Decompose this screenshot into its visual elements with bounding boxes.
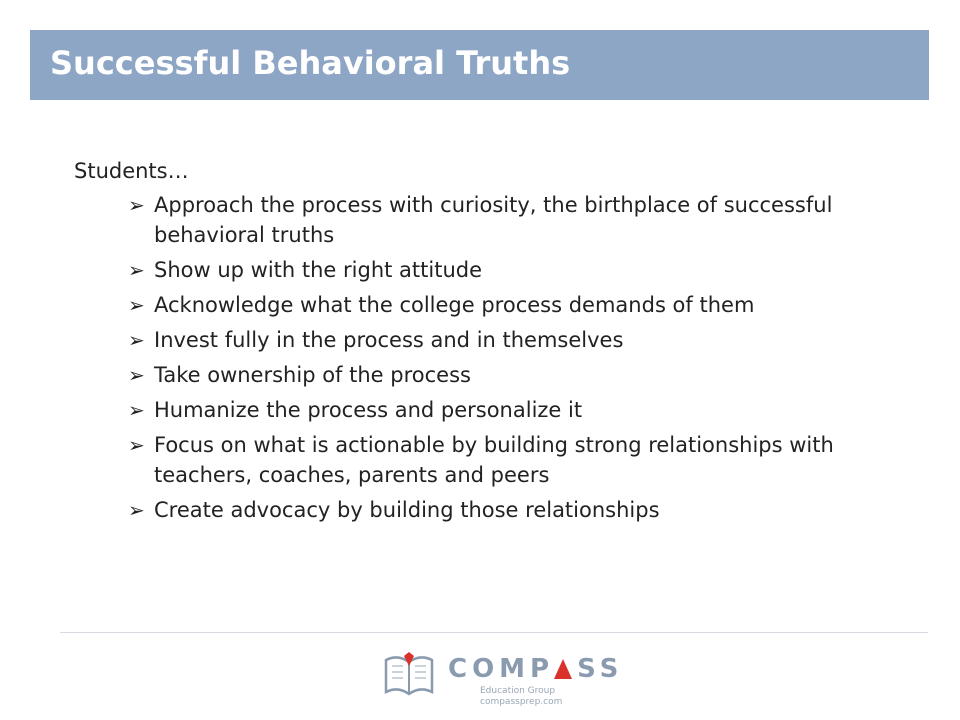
arrow-bullet-icon: ➢ [128, 293, 145, 317]
open-book-compass-icon [378, 652, 440, 698]
arrow-bullet-icon: ➢ [128, 193, 145, 217]
list-item: ➢ Create advocacy by building those relationships [130, 495, 934, 525]
compass-needle-icon [554, 659, 572, 679]
list-item: ➢ Show up with the right attitude [130, 255, 934, 285]
list-item: ➢ Acknowledge what the college process demands of them [130, 290, 934, 320]
compass-wordmark: COMP SS [448, 654, 624, 684]
lead-text: Students… [74, 159, 189, 183]
list-item: ➢ Approach the process with curiosity, the birthplace of successful behavioral truths [130, 190, 934, 250]
list-item: ➢ Humanize the process and personalize it [130, 395, 934, 425]
list-item: ➢ Invest fully in the process and in themselves [130, 325, 934, 355]
slide-content [74, 156, 934, 530]
arrow-bullet-icon: ➢ [128, 258, 145, 282]
title-bar [30, 30, 929, 100]
compass-logo [378, 648, 624, 712]
list-item: ➢ Take ownership of the process [130, 360, 934, 390]
list-item: ➢ Focus on what is actionable by building strong relationships with teachers, coaches, parents and peers [130, 430, 934, 490]
arrow-bullet-icon: ➢ [128, 433, 145, 457]
arrow-bullet-icon: ➢ [128, 498, 145, 522]
logo-tagline: Education Group compassprep.com [480, 686, 563, 707]
footer-divider [60, 632, 928, 633]
arrow-bullet-icon: ➢ [128, 328, 145, 352]
slide-title: Successful Behavioral Truths [50, 44, 571, 82]
arrow-bullet-icon: ➢ [128, 398, 145, 422]
bullet-list [74, 190, 934, 525]
arrow-bullet-icon: ➢ [128, 363, 145, 387]
